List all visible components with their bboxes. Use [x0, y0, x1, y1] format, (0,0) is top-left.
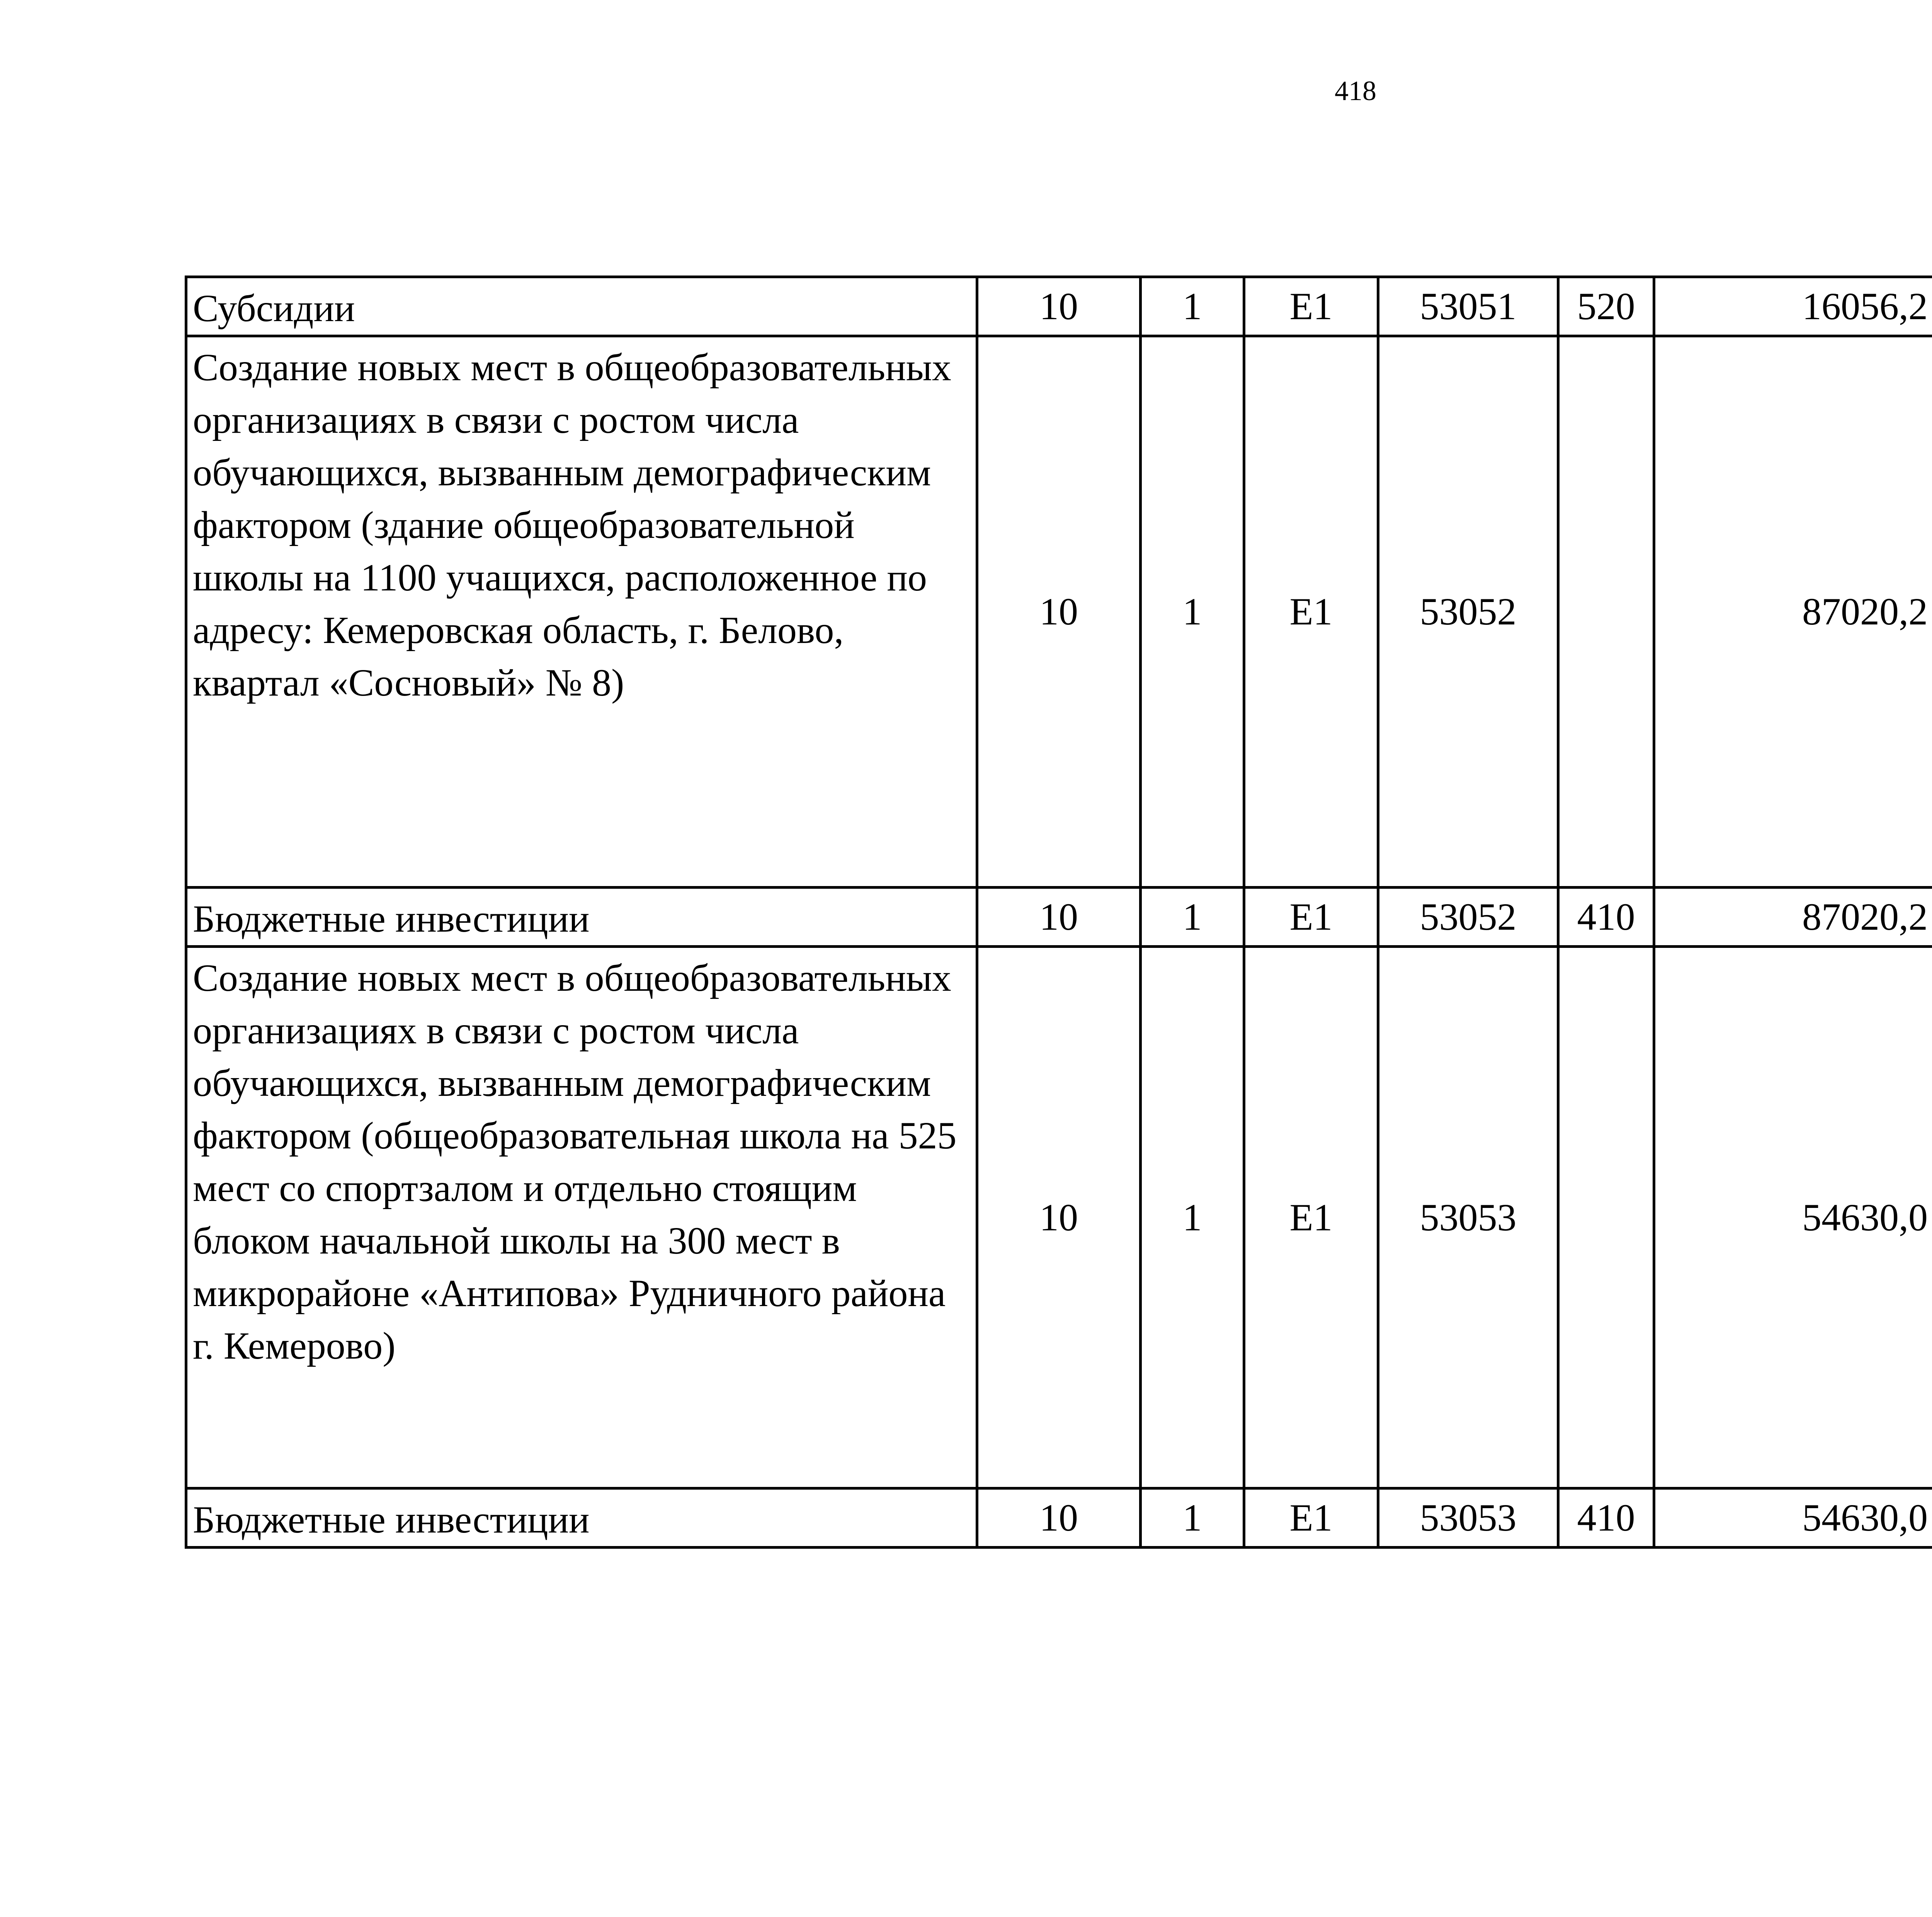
project-cell: Е1 — [1244, 1488, 1378, 1548]
row-name-cell: Создание новых мест в общеобразовательных организациях в связи с ростом числа обучающихся, вызванным демографическим фактором (здание общеобразовательной школы на 1100 учащихся, расположенное по адресу: Кемеровская область, г. Белово, квартал «Сосновый» № 8) — [186, 336, 977, 888]
subsection-cell: 1 — [1141, 888, 1244, 947]
project-cell: Е1 — [1244, 888, 1378, 947]
row-name-cell: Создание новых мест в общеобразовательных организациях в связи с ростом числа обучающихся, вызванным демографическим фактором (общеобразовательная школа на 525 мест со спортзалом и отдельно стоящим блоком начальной школы на 300 мест в микрорайоне «Антипова» Рудничного района г. Кемерово) — [186, 947, 977, 1488]
subsection-cell: 1 — [1141, 947, 1244, 1488]
row-name-cell: Субсидии — [186, 277, 977, 336]
project-cell: Е1 — [1244, 336, 1378, 888]
subsection-cell: 1 — [1141, 336, 1244, 888]
subsection-cell: 1 — [1141, 277, 1244, 336]
code-cell: 53053 — [1378, 947, 1558, 1488]
section-cell: 10 — [977, 277, 1141, 336]
section-cell: 10 — [977, 1488, 1141, 1548]
row-name-cell: Бюджетные инвестиции — [186, 888, 977, 947]
budget-table — [185, 276, 1932, 1549]
table-row — [186, 336, 1932, 888]
table-row — [186, 1488, 1932, 1548]
expense-type-cell: 410 — [1558, 888, 1654, 947]
table-row — [186, 947, 1932, 1488]
code-cell: 53052 — [1378, 336, 1558, 888]
project-cell: Е1 — [1244, 277, 1378, 336]
sum-1-cell: 87020,2 — [1654, 888, 1932, 947]
sum-1-cell: 16056,2 — [1654, 277, 1932, 336]
row-name-cell: Бюджетные инвестиции — [186, 1488, 977, 1548]
table-row — [186, 888, 1932, 947]
expense-type-cell: 410 — [1558, 1488, 1654, 1548]
expense-type-cell: 520 — [1558, 277, 1654, 336]
project-cell: Е1 — [1244, 947, 1378, 1488]
section-cell: 10 — [977, 947, 1141, 1488]
sum-1-cell: 54630,0 — [1654, 947, 1932, 1488]
code-cell: 53053 — [1378, 1488, 1558, 1548]
sum-1-cell: 54630,0 — [1654, 1488, 1932, 1548]
expense-type-cell — [1558, 947, 1654, 1488]
table-row — [186, 277, 1932, 336]
section-cell: 10 — [977, 336, 1141, 888]
section-cell: 10 — [977, 888, 1141, 947]
subsection-cell: 1 — [1141, 1488, 1244, 1548]
page-number: 418 — [1335, 75, 1376, 106]
code-cell: 53051 — [1378, 277, 1558, 336]
expense-type-cell — [1558, 336, 1654, 888]
sum-1-cell: 87020,2 — [1654, 336, 1932, 888]
code-cell: 53052 — [1378, 888, 1558, 947]
